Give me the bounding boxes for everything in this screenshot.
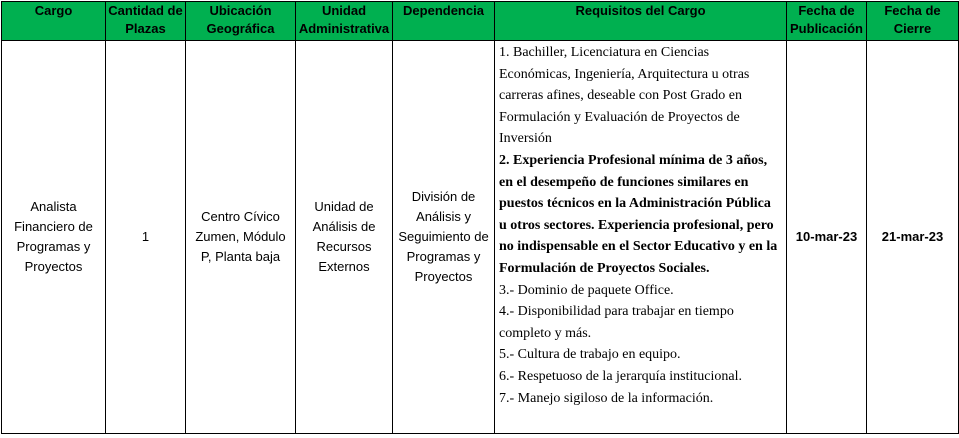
cell-requisitos	[495, 41, 787, 434]
requisito-4: 4.- Disponibilidad para trabajar en tiempo completo y más.	[499, 304, 734, 341]
header-plazas: Cantidad de Plazas	[106, 2, 186, 41]
header-publicacion: Fecha de Publicación	[787, 2, 867, 41]
requisito-6: 6.- Respetuoso de la jerarquía institucional.	[499, 368, 742, 384]
cell-plazas: 1	[106, 41, 186, 434]
header-row	[2, 2, 959, 41]
requisito-2: 2. Experiencia Profesional mínima de 3 años, en el desempeño de funciones similares en puestos técnicos en la Administración Pública u otros sectores. Experiencia profesional, pero no indispensable en el Sector Educativo y en la Formulación de Proyectos Sociales.	[499, 152, 778, 276]
job-posting-table	[1, 1, 959, 434]
requisito-7: 7.- Manejo sigiloso de la información.	[499, 390, 714, 406]
requisito-5: 5.- Cultura de trabajo en equipo.	[499, 347, 681, 363]
header-dependencia: Dependencia	[393, 2, 495, 41]
requisito-3: 3.- Dominio de paquete Office.	[499, 282, 674, 298]
cell-fecha-publicacion: 10-mar-23	[787, 41, 867, 434]
header-requisitos: Requisitos del Cargo	[495, 2, 787, 41]
cell-fecha-cierre: 21-mar-23	[867, 41, 959, 434]
requisito-1: 1. Bachiller, Licenciatura en Ciencias Económicas, Ingeniería, Arquitectura u otras carreras afines, deseable con Post Grado en Formulación y Evaluación de Proyectos de Inversión	[499, 45, 750, 147]
header-cierre: Fecha de Cierre	[867, 2, 959, 41]
cell-dependencia: División de Análisis y Seguimiento de Programas y Proyectos	[393, 41, 495, 434]
cell-ubicacion: Centro Cívico Zumen, Módulo P, Planta baja	[186, 41, 296, 434]
header-ubicacion: Ubicación Geográfica	[186, 2, 296, 41]
table-row	[2, 41, 959, 434]
header-unidad: Unidad Administrativa	[296, 2, 393, 41]
header-cargo: Cargo	[2, 2, 106, 41]
cell-cargo: Analista Financiero de Programas y Proyectos	[2, 41, 106, 434]
cell-unidad: Unidad de Análisis de Recursos Externos	[296, 41, 393, 434]
